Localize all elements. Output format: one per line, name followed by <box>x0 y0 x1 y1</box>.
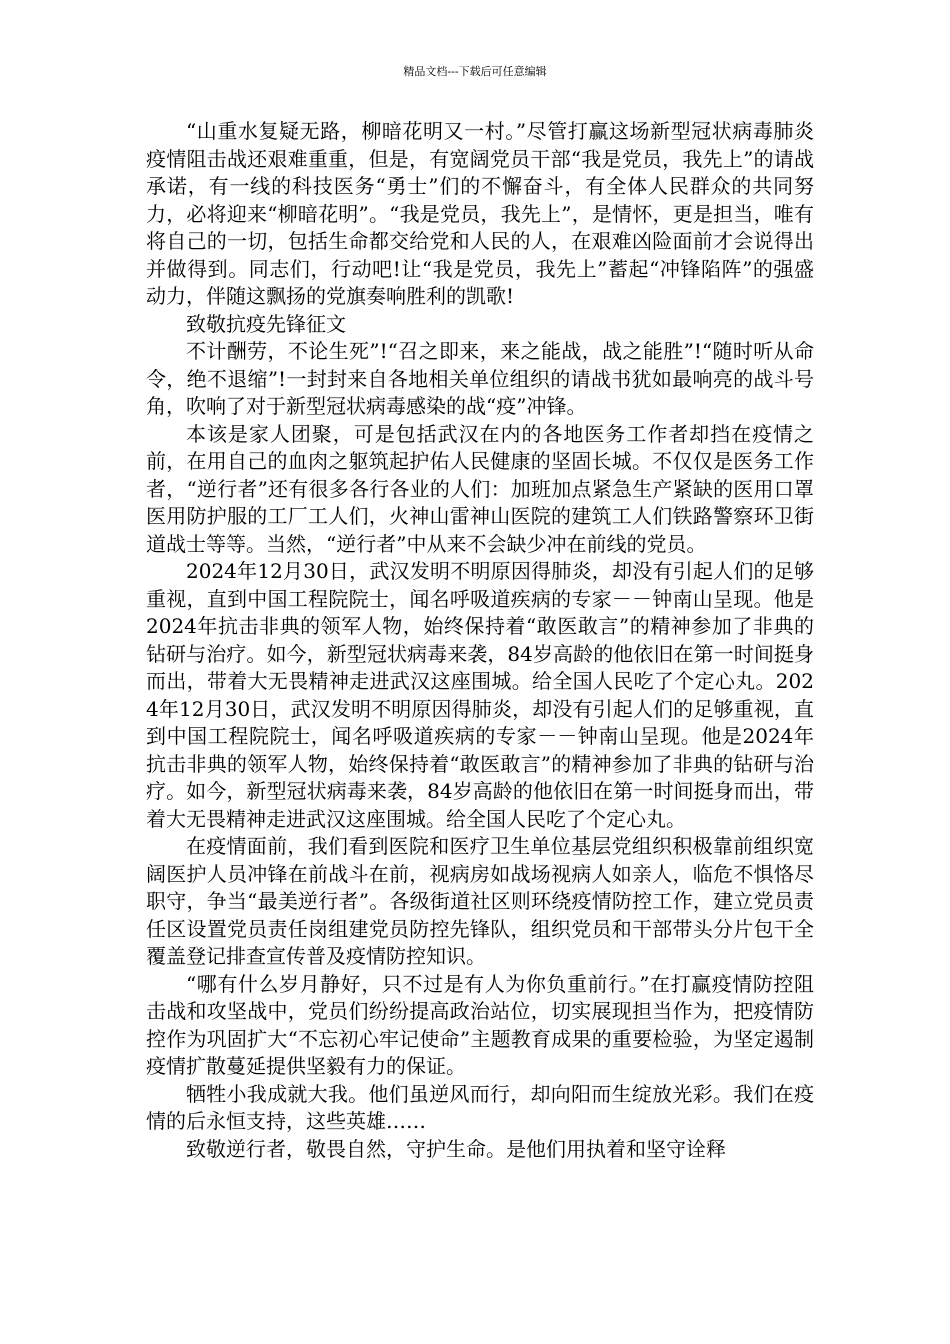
paragraph: “山重水复疑无路，柳暗花明又一村。”尽管打赢这场新型冠状病毒肺炎疫情阻击战还艰难重重，但是，有宽阔党员干部“我是党员，我先上”的请战承诺，有一线的科技医务“勇士”们的不懈奋斗，有全体人民群众的共同努力，必将迎来“柳暗花明”。“我是党员，我先上”，是情怀，更是担当，唯有将自己的一切，包括生命都交给党和人民的人，在艰难凶险面前才会说得出并做得到。同志们，行动吧!让“我是党员，我先上”蓄起“冲锋陷阵”的强盛动力，伴随这飘扬的党旗奏响胜利的凯歌! <box>146 119 814 308</box>
page-header: 精品文档---下载后可任意编辑 <box>403 65 547 78</box>
paragraph: 本该是家人团聚，可是包括武汉在内的各地医务工作者却挡在疫情之前，在用自己的血肉之躯筑起护佑人民健康的坚固长城。不仅仅是医务工作者，“逆行者”还有很多各行各业的人们：加班加点紧急生产紧缺的医用口罩医用防护服的工厂工人们，火神山雷神山医院的建筑工人们铁路警察环卫街道战士等等。当然，“逆行者”中从来不会缺少冲在前线的党员。 <box>146 421 814 556</box>
paragraph: 不计酬劳，不论生死”!“召之即来，来之能战，战之能胜”!“随时听从命令，绝不退缩”!一封封来自各地相关单位组织的请战书犹如最响亮的战斗号角，吹响了对于新型冠状病毒感染的战“疫”冲锋。 <box>146 339 814 418</box>
document-body <box>146 118 814 1163</box>
paragraph: 牺牲小我成就大我。他们虽逆风而行，却向阳而生绽放光彩。我们在疫情的后永恒支持，这些英雄…… <box>146 1081 814 1133</box>
paragraph: “哪有什么岁月静好，只不过是有人为你负重前行。”在打赢疫情防控阻击战和攻坚战中，党员们纷纷提高政治站位，切实展现担当作为，把疫情防控作为巩固扩大“不忘初心牢记使命”主题教育成果的重要检验，为坚定遏制疫情扩散蔓延提供坚毅有力的保证。 <box>146 971 814 1078</box>
paragraph: 致敬逆行者，敬畏自然，守护生命。是他们用执着和坚守诠释 <box>186 1136 726 1161</box>
paragraph: 在疫情面前，我们看到医院和医疗卫生单位基层党组织积极靠前组织宽阔医护人员冲锋在前战斗在前，视病房如战场视病人如亲人，临危不惧恪尽职守，争当“最美逆行者”。各级街道社区则环绕疫情防控工作，建立党员责任区设置党员责任岗组建党员防控先锋队，组织党员和干部带头分片包干全覆盖登记排查宣传普及疫情防控知识。 <box>146 834 814 968</box>
paragraph: 2024年12月30日，武汉发明不明原因得肺炎，却没有引起人们的足够重视，直到中国工程院院士，闻名呼吸道疾病的专家－－钟南山呈现。他是2024年抗击非典的领军人物，始终保持着“敢医敢言”的精神参加了非典的钻研与治疗。如今，新型冠状病毒来袭，84岁高龄的他依旧在第一时间挺身而出，带着大无畏精神走进武汉这座围城。给全国人民吃了个定心丸。2024年12月30日，武汉发明不明原因得肺炎，却没有引起人们的足够重视，直到中国工程院院士，闻名呼吸道疾病的专家－－钟南山呈现。他是2024年抗击非典的领军人物，始终保持着“敢医敢言”的精神参加了非典的钻研与治疗。如今，新型冠状病毒来袭，84岁高龄的他依旧在第一时间挺身而出，带着大无畏精神走进武汉这座围城。给全国人民吃了个定心丸。 <box>146 559 814 831</box>
section-title: 致敬抗疫先锋征文 <box>186 311 346 336</box>
